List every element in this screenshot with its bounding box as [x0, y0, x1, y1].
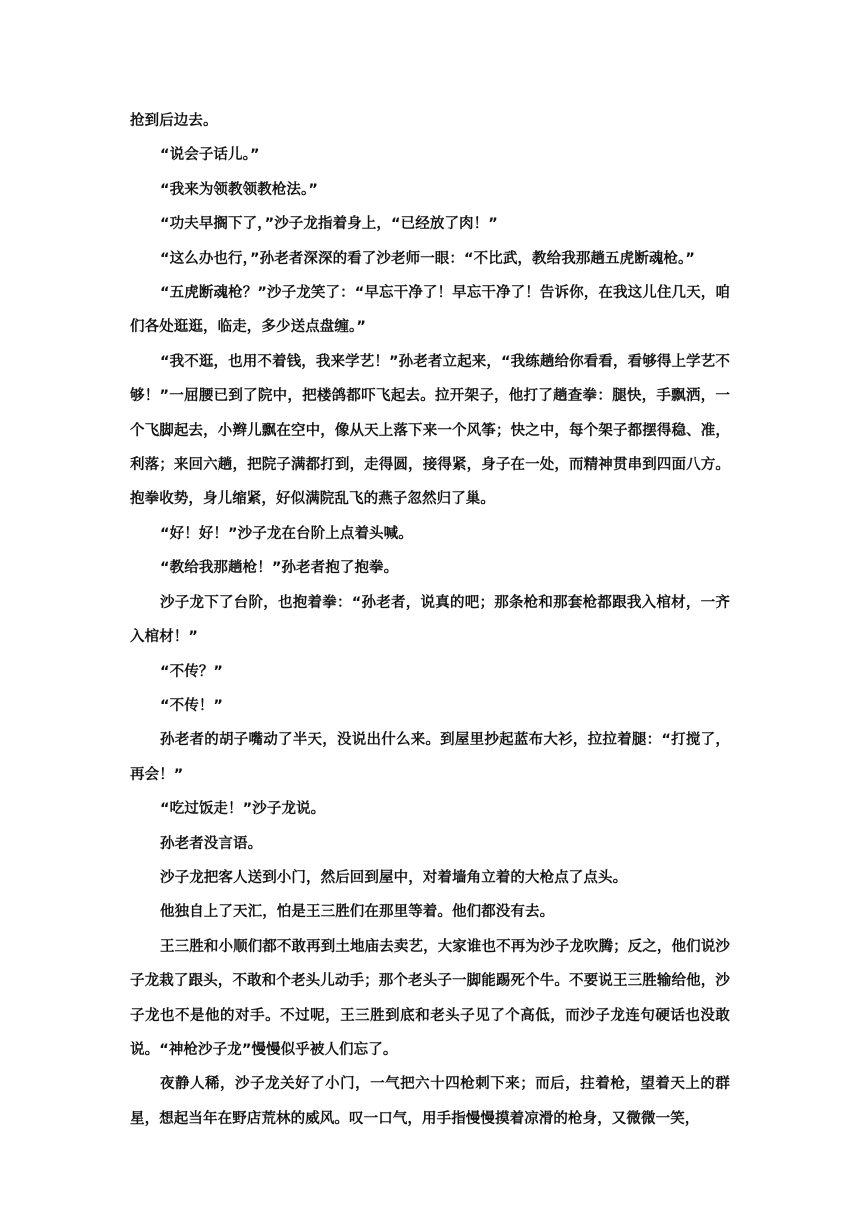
paragraph-15: 孙老者没言语。: [160, 835, 263, 852]
paragraph-9: “教给我那趟枪！”孙老者抱了抱拳。: [160, 560, 399, 577]
paragraph-18: 王三胜和小顺们都不敢再到土地庙去卖艺，大家谁也不再为沙子龙吹腾；反之，他们说沙子龙栽了跟头，不敢和个老头儿动手；那个老头子一脚能踢死个牛。不要说王三胜输给他，沙子龙也不是他的对手。不过呢，王三胜到底和老头子见了个高低，而沙子龙连句硬话也没敢说。“神枪沙子龙”慢慢似乎被人们忘了。: [130, 938, 730, 1058]
paragraph-5: “这么办也行，”孙老者深深的看了沙老师一眼：“不比武，教给我那趟五虎断魂枪。”: [160, 250, 696, 267]
paragraph-10: 沙子龙下了台阶，也抱着拳：“孙老者，说真的吧；那条枪和那套枪都跟我入棺材，一齐入棺材！”: [130, 594, 730, 646]
paragraph-2: “说会子话儿。”: [160, 147, 260, 164]
paragraph-6: “五虎断魂枪？”沙子龙笑了：“早忘干净了！早忘干净了！告诉你，在我这儿住几天，咱们各处逛逛，临走，多少送点盘缠。”: [130, 285, 730, 336]
paragraph-12: “不传！”: [160, 697, 224, 714]
paragraph-8: “好！好！”沙子龙在台阶上点着头喊。: [160, 525, 413, 542]
paragraph-7: “我不逛，也用不着钱，我来学艺！”孙老者立起来，“我练趟给你看看，看够得上学艺不够！”一屈腰已到了院中，把楼鸽都吓飞起去。拉开架子，他打了趟查拳：腿快，手飘洒，一个飞脚起去，小辫儿飘在空中，像从天上落下来一个风筝；快之中，每个架子都摆得稳、准，利落；来回六趟，把院子满都打到，走得圆，接得紧，身子在一处，而精神贯串到四面八方。抱拳收势，身儿缩紧，好似满院乱飞的燕子忽然归了巢。: [130, 353, 730, 508]
paragraph-16: 沙子龙把客人送到小门，然后回到屋中，对着墙角立着的大枪点了点头。: [160, 869, 628, 886]
paragraph-3: “我来为领教领教枪法。”: [160, 181, 319, 198]
paragraph-14: “吃过饭走！”沙子龙说。: [160, 801, 326, 818]
paragraph-11: “不传？”: [160, 663, 224, 680]
paragraph-17: 他独自上了天汇，怕是王三胜们在那里等着。他们都没有去。: [160, 904, 555, 921]
document-body: [130, 104, 730, 1136]
paragraph-4: “功夫早搁下了，”沙子龙指着身上，“已经放了肉！”: [160, 216, 498, 233]
paragraph-1: 抢到后边去。: [130, 113, 218, 129]
paragraph-13: 孙老者的胡子嘴动了半天，没说出什么来。到屋里抄起蓝布大衫，拉拉着腿：“打搅了，再会！”: [130, 732, 730, 783]
paragraph-19: 夜静人稀，沙子龙关好了小门，一气把六十四枪刺下来；而后，拄着枪，望着天上的群星，想起当年在野店荒林的威风。叹一口气，用手指慢慢摸着凉滑的枪身，又微微一笑，: [130, 1076, 730, 1127]
